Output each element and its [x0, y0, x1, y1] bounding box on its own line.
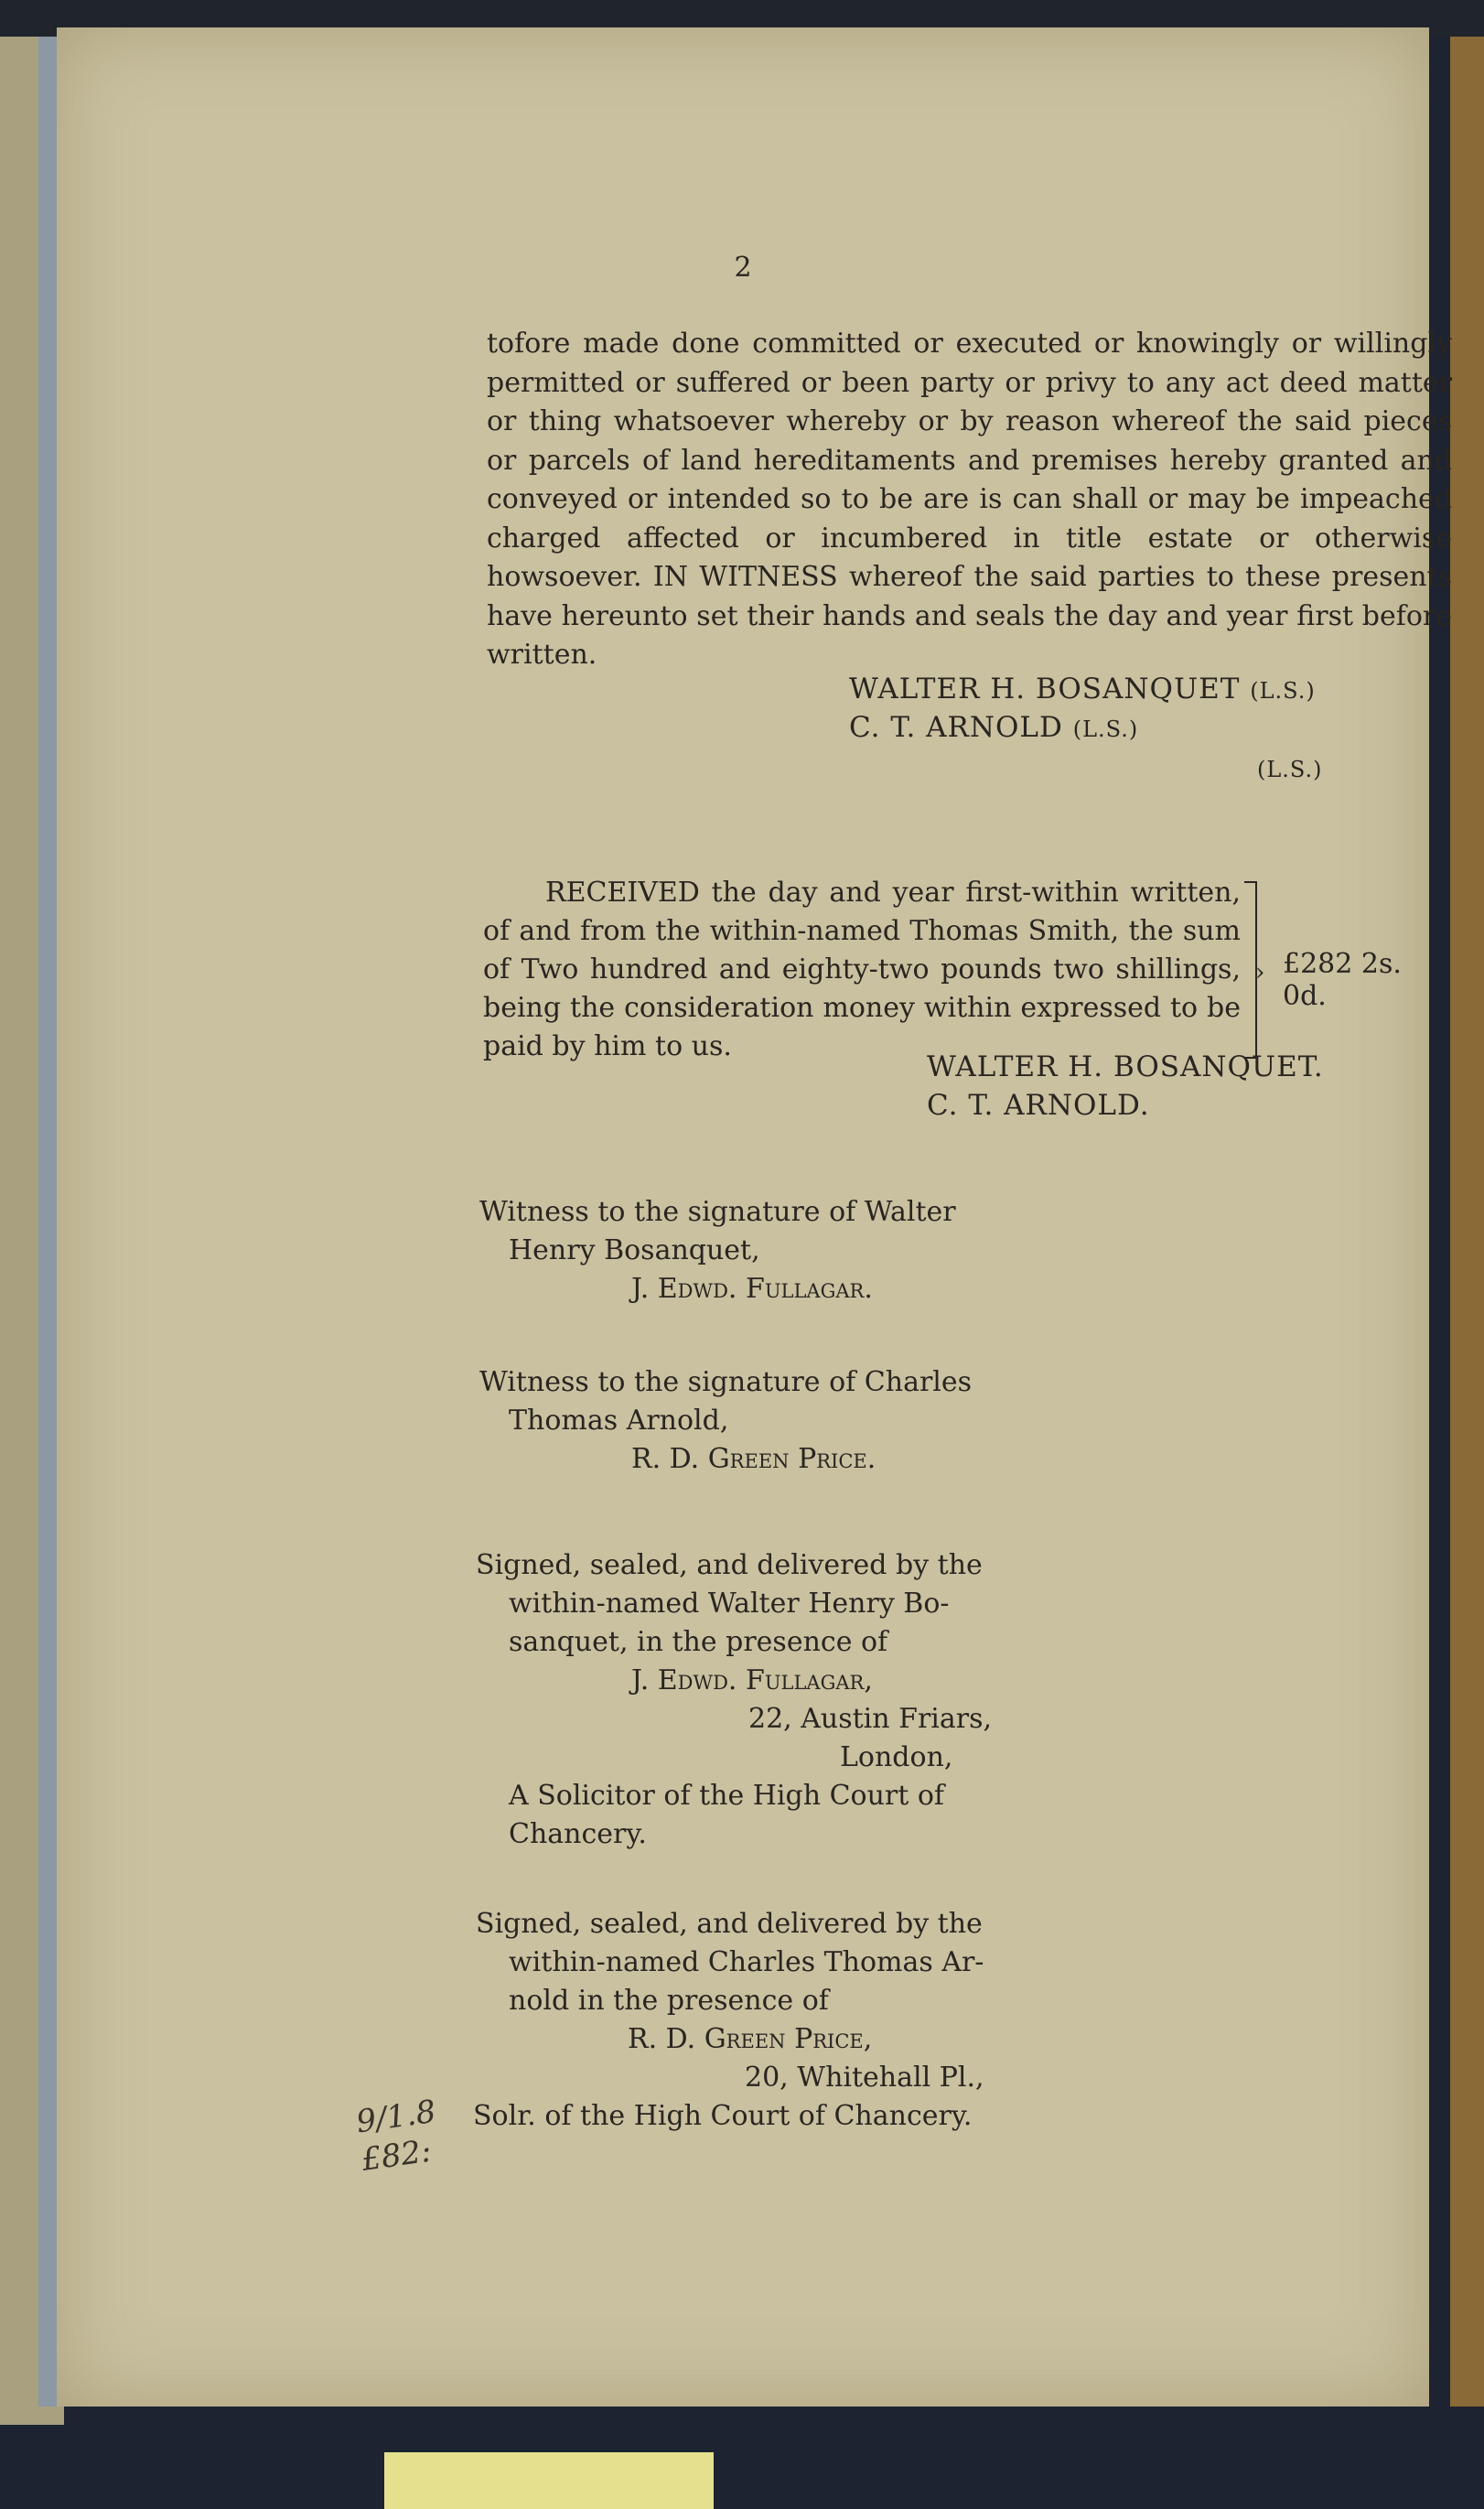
- receipt-signer-2: C. T. ARNOLD.: [927, 1089, 1150, 1122]
- seal-mark: (L.S.): [1250, 678, 1316, 704]
- attestation-2-title: Solr. of the High Court of Chancery.: [473, 2100, 973, 2132]
- witness-1-line-2: Henry Bosanquet,: [509, 1234, 760, 1266]
- attestation-1-line-3: sanquet, in the presence of: [509, 1626, 888, 1658]
- receipt-signer-1: WALTER H. BOSANQUET.: [927, 1050, 1324, 1083]
- deed-text-block: [487, 325, 1452, 675]
- signer-name: WALTER H. BOSANQUET: [849, 673, 1241, 705]
- blank-seal-mark: (L.S.): [1257, 757, 1323, 782]
- receipt-amount: £282 2s. 0d.: [1283, 948, 1402, 1012]
- receipt-text: RECEIVED the day and year first-within written, of and from the within-named Thomas Smith, the sum of Two hundred and eighty-two pounds two shillings, being the consideration money within expressed to be paid by him to us.: [483, 877, 1241, 1062]
- attestation-2-line-1: Signed, sealed, and delivered by the: [476, 1908, 983, 1940]
- attestation-1-address-1: 22, Austin Friars,: [748, 1703, 993, 1735]
- signature-arnold: [849, 711, 1138, 744]
- witness-2-line-2: Thomas Arnold,: [509, 1405, 729, 1437]
- attestation-1-title-1: A Solicitor of the High Court of: [509, 1780, 945, 1812]
- attestation-2-line-3: nold in the presence of: [509, 1985, 829, 2017]
- attestation-2-line-2: within-named Charles Thomas Ar-: [509, 1946, 984, 1978]
- witness-2-name: R. D. Green Price.: [631, 1443, 876, 1475]
- attestation-1-witness: J. Edwd. Fullagar,: [631, 1664, 873, 1696]
- adjacent-page-edge: [1450, 27, 1484, 2407]
- attestation-1-title-2: Chancery.: [509, 1818, 647, 1850]
- attestation-2-witness: R. D. Green Price,: [628, 2023, 873, 2055]
- receipt-block: [483, 874, 1241, 1066]
- signature-bosanquet: [849, 673, 1316, 705]
- signer-name: C. T. ARNOLD: [849, 711, 1063, 744]
- witness-1-line-1: Witness to the signature of Walter: [479, 1196, 956, 1228]
- attestation-2-address-1: 20, Whitehall Pl.,: [745, 2062, 984, 2094]
- page-number: 2: [734, 252, 752, 284]
- seal-mark: (L.S.): [1072, 716, 1139, 742]
- handwritten-note: 9/1.8 £82:: [353, 2093, 438, 2179]
- yellow-tab: [384, 2452, 714, 2509]
- document-page: [57, 27, 1452, 2407]
- deed-paragraph: tofore made done committed or executed or knowingly or willingly permitted or suffered or been party or privy to any act deed matter or thing whatsoever whereby or by reason whereof the said pieces or parcels of land hereditaments and premises hereby granted and conveyed or intended so to be are is can shall or may be impeached charged affected or incumbered in title estate or otherwise howsoever. IN WITNESS whereof the said parties to these presents have hereunto set their hands and seals the day and year first before written.: [487, 328, 1452, 671]
- brace-point: ›: [1255, 959, 1265, 986]
- witness-1-name: J. Edwd. Fullagar.: [631, 1273, 873, 1305]
- bottom-background: [0, 2425, 1484, 2509]
- witness-2-line-1: Witness to the signature of Charles: [479, 1366, 973, 1398]
- attestation-1-address-2: London,: [840, 1741, 953, 1773]
- attestation-1-line-2: within-named Walter Henry Bo-: [509, 1588, 950, 1620]
- attestation-1-line-1: Signed, sealed, and delivered by the: [476, 1549, 983, 1581]
